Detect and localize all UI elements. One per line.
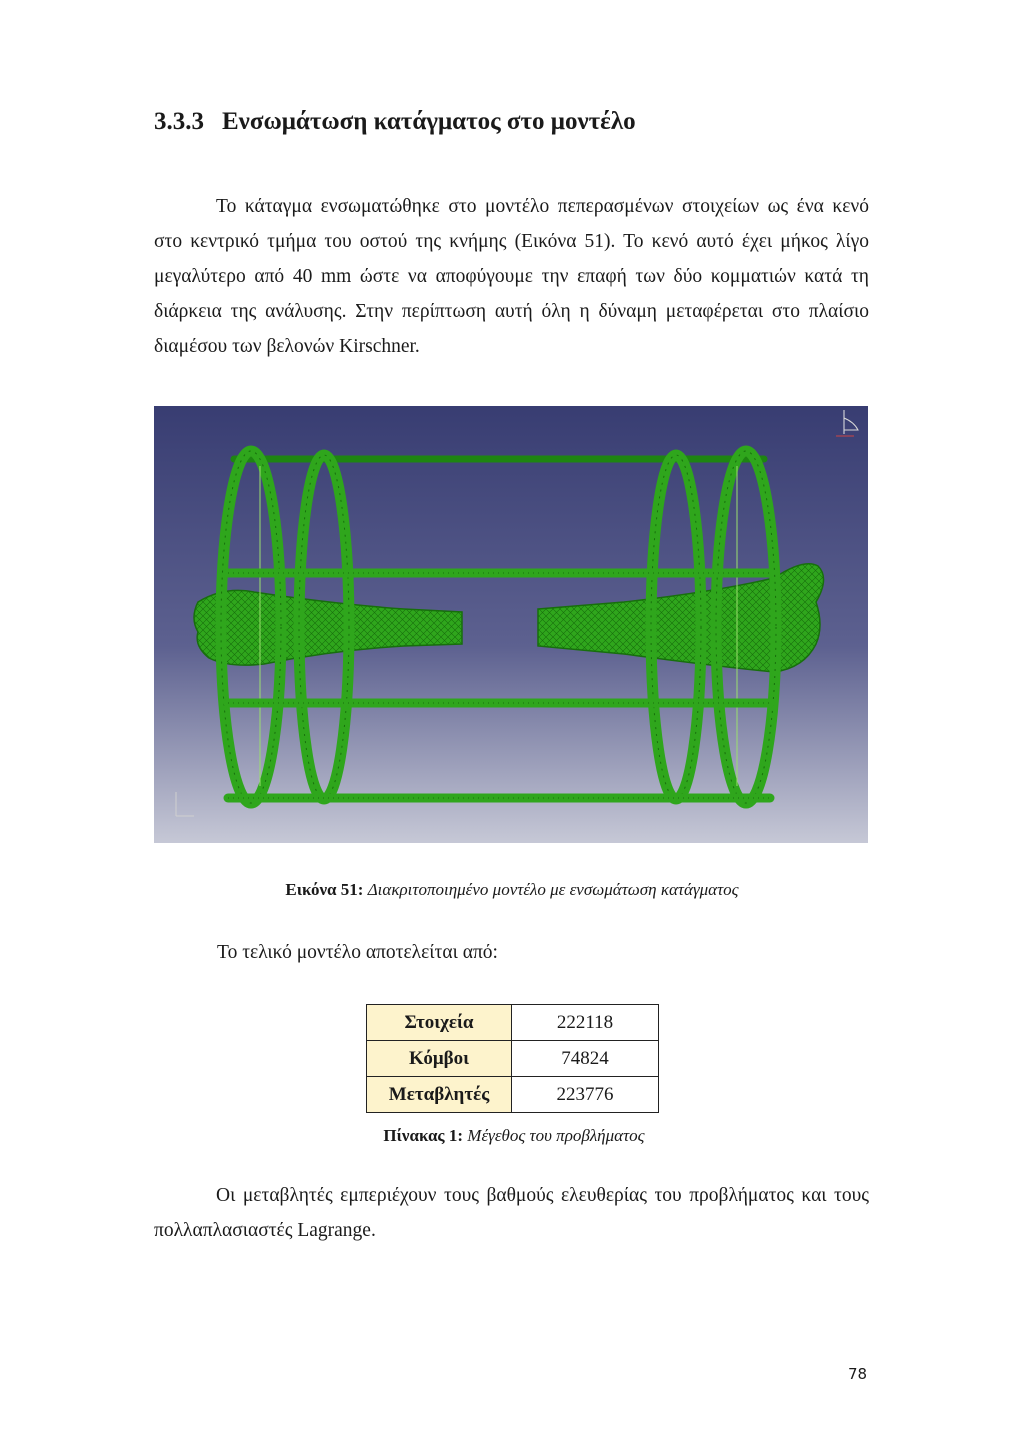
table-row-value: 223776 [512,1077,659,1113]
figure-caption [0,880,1024,900]
paragraph-model-consists: Το τελικό μοντέλο αποτελείται από: [217,942,498,963]
section-number: 3.3.3 [154,108,204,135]
table-row-label: Κόμβοι [367,1041,512,1077]
figure-caption-label: Εικόνα 51: [285,880,364,899]
table-row-value: 222118 [512,1005,659,1041]
page-number: 78 [848,1365,868,1383]
table-row-label: Μεταβλητές [367,1077,512,1113]
figure-caption-text: Διακριτοποιημένο μοντέλο με ενσωμάτωση κατάγματος [367,880,739,899]
table-row [367,1077,659,1113]
section-heading [154,108,636,136]
table-row-value: 74824 [512,1041,659,1077]
table-row-label: Στοιχεία [367,1005,512,1041]
table-caption-text: Μέγεθος του προβλήματος [467,1126,645,1145]
table-caption [2,1126,1024,1146]
fea-model-figure [154,406,868,843]
paragraph-variables: Οι μεταβλητές εμπεριέχουν τους βαθμούς ελευθερίας του προβλήματος και τους πολλαπλασιαστές Lagrange. [154,1185,869,1241]
problem-size-table [366,1004,659,1113]
section-title: Ενσωμάτωση κατάγματος στο μοντέλο [222,108,636,135]
table-caption-label: Πίνακας 1: [383,1126,464,1145]
paragraph-fracture-description: Το κάταγμα ενσωματώθηκε στο μοντέλο πεπερασμένων στοιχείων ως ένα κενό στο κεντρικό τμήμα του οστού της κνήμης (Εικόνα 51). Το κενό αυτό έχει μήκος λίγο μεγαλύτερο από 40 mm ώστε να αποφύγουμε την επαφή των δύο κομματιών κατά τη διάρκεια της ανάλυσης. Στην περίπτωση αυτή όλη η δύναμη μεταφέρεται στο πλαίσιο διαμέσου των βελονών Kirschner. [154,196,869,357]
table-row [367,1005,659,1041]
table-row [367,1041,659,1077]
